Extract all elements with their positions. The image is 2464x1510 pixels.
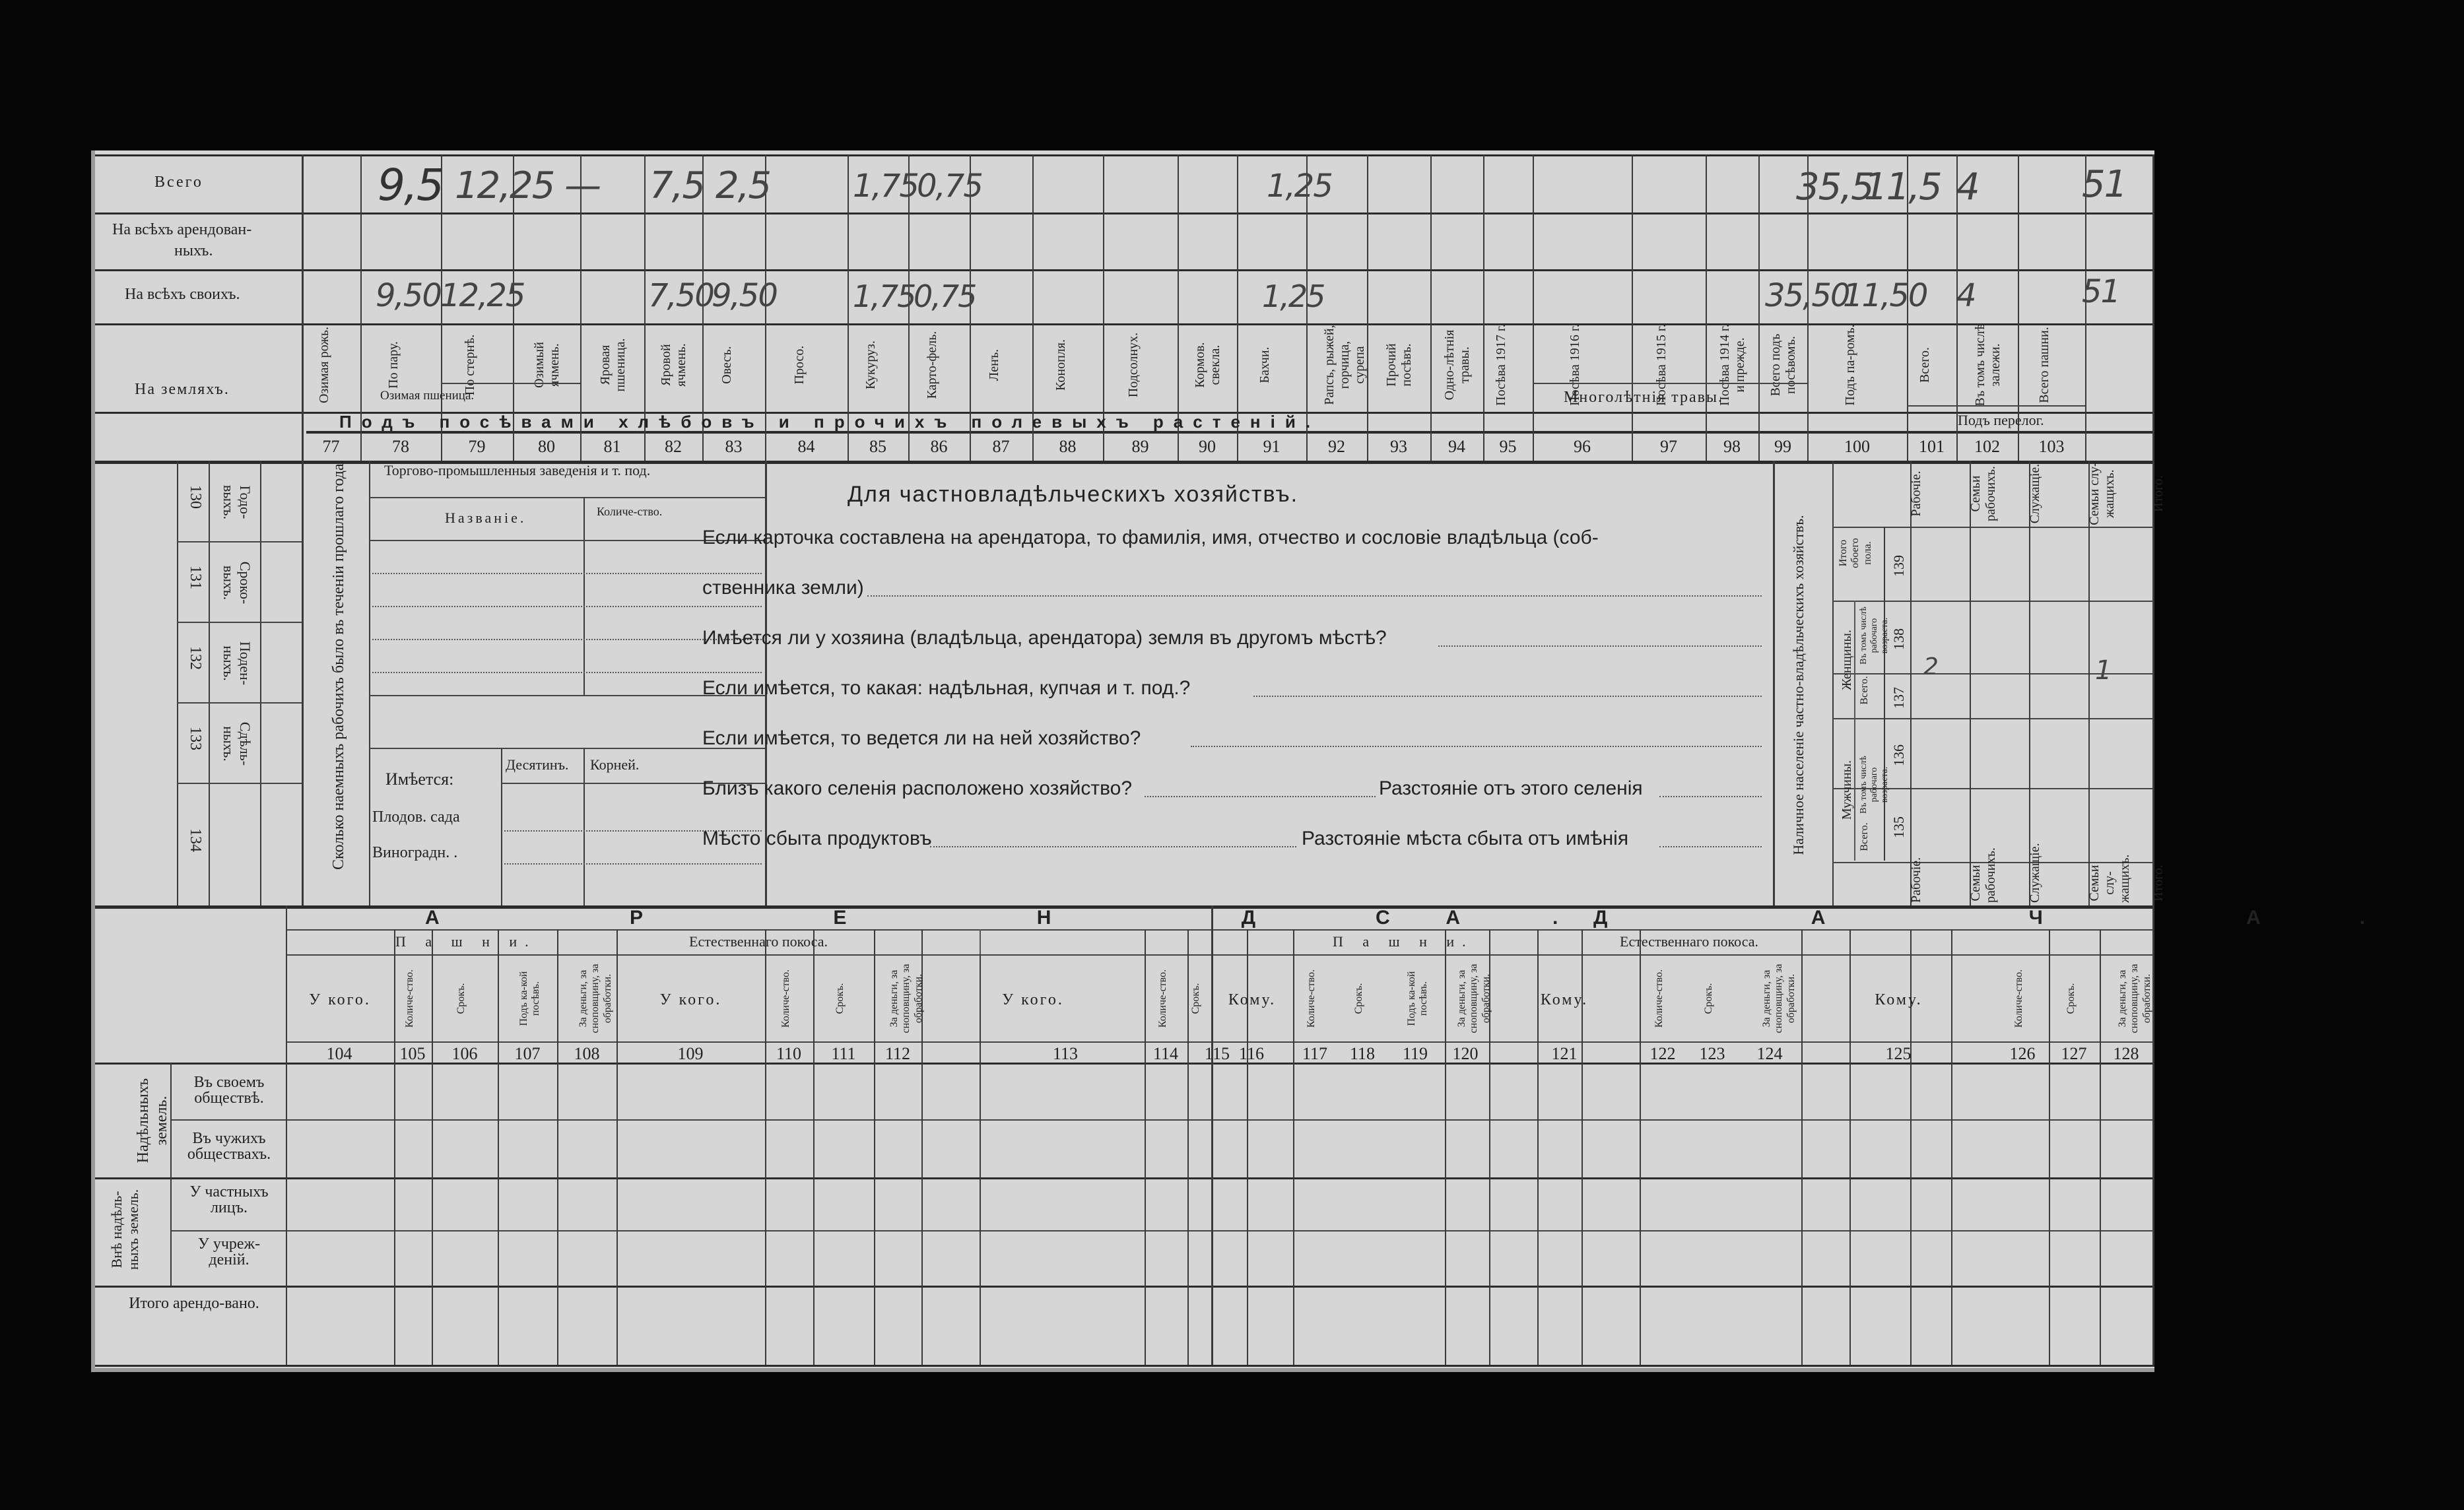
- bottom-col-head-24: За деньги, за сноповщину, за обработки.: [2117, 964, 2152, 1034]
- bottom-col-num-107: 107: [514, 1044, 541, 1063]
- col-num-85: 85: [869, 437, 886, 456]
- col-num-95: 95: [1499, 437, 1517, 456]
- bottom-col-num-108: 108: [574, 1044, 600, 1063]
- bottom-col-head-7: Срокъ.: [834, 983, 846, 1014]
- bottom-col-num-116: 116: [1238, 1044, 1265, 1063]
- bottom-col-head-15: Подъ ка-кой посѣвъ.: [1406, 971, 1430, 1026]
- hw-population-1: 1: [2095, 655, 2111, 686]
- col-label-90: Кормов. свекла.: [1193, 342, 1222, 388]
- question-village-distance: Разстояніе отъ этого селенія: [1379, 777, 1643, 799]
- bottom-col-num-106: 106: [451, 1044, 478, 1063]
- question-village: Близъ какого селенія расположено хозяйство?: [702, 777, 1133, 799]
- col-num-84: 84: [797, 437, 815, 456]
- bottom-col-num-110: 110: [776, 1044, 802, 1063]
- bottom-col-head-9: У кого.: [1002, 991, 1064, 1008]
- col-num-101: 101: [1919, 437, 1945, 456]
- col-num-98: 98: [1723, 437, 1741, 456]
- bottom-col-num-120: 120: [1452, 1044, 1479, 1063]
- col-num-80: 80: [538, 437, 555, 456]
- hw-svoih-perelog: 4: [1956, 277, 1976, 314]
- bottom-col-num-128: 128: [2113, 1044, 2139, 1063]
- hw-vsego-bahchi: 1,25: [1267, 168, 1332, 205]
- row-label-na-zemlyah: На земляхъ.: [135, 381, 230, 398]
- trade-name-header: Названіе.: [445, 509, 527, 526]
- row-nadelnyh: Надѣльныхъ земель.: [135, 1078, 170, 1164]
- question-owner-cont: ственника земли): [702, 577, 864, 599]
- col-num-99: 99: [1774, 437, 1791, 456]
- pop-col-top-0: Рабочіе.: [1909, 471, 1923, 517]
- hw-svoih-pshen: 12,25: [440, 277, 525, 314]
- plodov-sada-label: Плодов. сада: [372, 808, 460, 826]
- row-u-chastnyh: У частныхъ лицъ.: [189, 1183, 269, 1216]
- bottom-col-head-1: Количе-ство.: [403, 969, 415, 1028]
- col-num-100: 100: [1844, 437, 1870, 456]
- sdacha-pokosa: Естественнаго покоса.: [1620, 933, 1759, 950]
- col-num-89: 89: [1131, 437, 1149, 456]
- bottom-col-num-118: 118: [1349, 1044, 1376, 1063]
- bottom-col-head-22: Количе-ство.: [2013, 969, 2024, 1028]
- census-card: [91, 150, 2464, 1372]
- col-label-82: Яровой ячмень.: [659, 343, 688, 387]
- bottom-col-num-127: 127: [2061, 1044, 2087, 1063]
- col-num-97: 97: [1660, 437, 1677, 456]
- col-label-94: Одно-лѣтнія травы.: [1442, 329, 1472, 401]
- worker-col-num-134: 134: [187, 828, 204, 852]
- pop-row-men-vsego: Всего.: [1859, 822, 1870, 851]
- pop-num-135: 135: [1890, 816, 1907, 838]
- worker-col-label-131: Сроко-выхъ.: [220, 561, 253, 605]
- hw-vsego-yachmen: 7,5: [649, 164, 705, 207]
- workers-vertical-label: Сколько наемныхъ рабочихъ было въ теченіи прошлаго года.: [330, 459, 347, 870]
- question-farming: Если имѣется, то ведется ли на ней хозяйство?: [702, 727, 1141, 749]
- bottom-col-head-4: За деньги, за сноповщину, за обработки.: [578, 964, 613, 1034]
- desyatin-header: Десятинъ.: [506, 756, 569, 773]
- col-label-80: Озимый ячмень.: [532, 342, 562, 388]
- bottom-col-num-113: 113: [1052, 1044, 1079, 1063]
- bottom-col-head-12: Кому.: [1228, 991, 1277, 1008]
- bottom-col-num-126: 126: [2009, 1044, 2036, 1063]
- vinograd-label: Виноградн. .: [372, 844, 458, 861]
- question-market-distance: Разстояніе мѣста сбыта отъ имѣнія: [1302, 828, 1629, 849]
- bottom-col-head-17: Кому.: [1540, 991, 1589, 1008]
- bottom-col-num-109: 109: [677, 1044, 704, 1063]
- row-label-svoih: На всѣхъ своихъ.: [125, 286, 240, 303]
- population-vertical-label: Наличное населеніе частно-владѣльческихъ хозяйствъ.: [1790, 515, 1807, 855]
- trade-qty-header: Количе-ство.: [597, 505, 663, 518]
- hw-svoih-par: 11,50: [1843, 277, 1927, 314]
- col-label-86: Карто-фель.: [924, 331, 939, 399]
- bottom-col-num-104: 104: [326, 1044, 352, 1063]
- bottom-col-head-18: Количе-ство.: [1653, 969, 1665, 1028]
- hw-svoih-bahchi: 1,25: [1262, 279, 1325, 314]
- col-label-92: Рапсъ, рыжей, горчица, сурепа: [1322, 325, 1367, 405]
- col-label-91: Бахчи.: [1257, 346, 1272, 383]
- col-label-88: Конопля.: [1053, 339, 1068, 391]
- hw-vsego-kukuruz: 1,75: [853, 168, 918, 205]
- col-label-79: По стернѣ.: [462, 334, 477, 396]
- bottom-col-num-119: 119: [1402, 1044, 1428, 1063]
- bottom-col-head-21: Кому.: [1875, 991, 1923, 1008]
- hw-vsego-oves: 2,5: [716, 164, 771, 207]
- private-title: Для частновладѣльческихъ хозяйствъ.: [848, 482, 1299, 507]
- col-num-81: 81: [603, 437, 621, 456]
- col-label-89: Подсолнух.: [1125, 332, 1141, 398]
- bottom-col-num-122: 122: [1649, 1044, 1676, 1063]
- row-label-vsego: Всего: [154, 174, 203, 191]
- imeetsya-label: Имѣется:: [385, 770, 454, 789]
- bottom-col-head-0: У кого.: [309, 991, 371, 1008]
- hw-svoih-oves: 9,50: [712, 277, 777, 314]
- hw-vsego-pshen: 12,25 —: [455, 164, 601, 207]
- pop-col-bottom-2: Служащіе.: [2028, 843, 2042, 903]
- pop-col-bottom-0: Рабочіе.: [1909, 857, 1923, 903]
- hw-vsego-par: 11,5: [1864, 166, 1941, 209]
- col-label-96: Посѣва 1916 г.: [1568, 324, 1582, 406]
- col-num-86: 86: [930, 437, 948, 456]
- korney-header: Корней.: [590, 756, 640, 773]
- hw-vsego-rozh: 9,5: [378, 160, 443, 211]
- col-label-97: Посѣва 1915 г.: [1654, 324, 1669, 406]
- hw-vsego-itogo-posev: 35,5: [1796, 166, 1873, 209]
- pop-col-top-2: Служащіе.: [2028, 463, 2042, 524]
- pod-perelog-label: Подъ перелог.: [1958, 412, 2044, 428]
- col-num-103: 103: [2038, 437, 2065, 456]
- worker-col-num-133: 133: [187, 727, 204, 750]
- col-num-77: 77: [322, 437, 340, 456]
- col-label-100: Подъ па-ромъ.: [1842, 324, 1857, 406]
- col-label-95: Посѣва 1917 г.: [1493, 324, 1508, 406]
- worker-col-label-133: Сдѣль-ныхъ.: [220, 721, 253, 766]
- col-num-94: 94: [1448, 437, 1465, 456]
- col-num-91: 91: [1263, 437, 1281, 456]
- bottom-col-num-114: 114: [1152, 1044, 1179, 1063]
- pop-num-138: 138: [1890, 628, 1907, 650]
- col-num-96: 96: [1574, 437, 1591, 456]
- bottom-col-num-112: 112: [884, 1044, 911, 1063]
- hw-population-2: 2: [1923, 653, 1937, 680]
- pop-row-itogo: Итого обоего пола.: [1838, 538, 1873, 568]
- question-owner: Если карточка составлена на арендатора, то фамилія, имя, отчество и сословіе владѣльца (соб-: [702, 527, 1599, 548]
- pop-row-zhenshchiny: Женщины.: [1840, 630, 1854, 690]
- bottom-col-num-123: 123: [1699, 1044, 1725, 1063]
- worker-col-num-130: 130: [187, 485, 204, 509]
- bottom-col-head-23: Срокъ.: [2065, 983, 2077, 1014]
- row-itogo-arendovano: Итого арендо-вано.: [129, 1295, 259, 1312]
- col-num-79: 79: [468, 437, 486, 456]
- trade-header: Торгово-промышленныя заведенія и т. под.: [384, 462, 651, 478]
- bottom-col-num-125: 125: [1885, 1044, 1912, 1063]
- col-label-98: Посѣва 1914 г. и прежде.: [1717, 324, 1747, 406]
- bottom-col-num-121: 121: [1551, 1044, 1578, 1063]
- col-num-87: 87: [992, 437, 1010, 456]
- bottom-col-num-111: 111: [831, 1044, 856, 1063]
- pop-col-bottom-3: Семьи слу-жащихъ.: [2087, 854, 2132, 903]
- bottom-col-head-13: Количе-ство.: [1305, 969, 1317, 1028]
- worker-col-label-130: Годо-выхъ.: [220, 484, 253, 520]
- col-label-101: Всего.: [1917, 346, 1932, 383]
- col-num-83: 83: [725, 437, 743, 456]
- col-label-103: Всего пашни.: [2037, 327, 2051, 403]
- hw-vsego-kartofel: 0,75: [917, 168, 982, 205]
- col-num-82: 82: [665, 437, 682, 456]
- col-label-84: Просо.: [791, 345, 807, 385]
- col-num-90: 90: [1199, 437, 1216, 456]
- pop-col-top-3: Семьи слу-жащихъ.: [2087, 462, 2117, 525]
- bottom-col-num-115: 115: [1204, 1044, 1230, 1063]
- col-label-83: Овесъ.: [719, 346, 734, 384]
- hw-svoih-rozh: 9,50: [376, 277, 441, 314]
- row-label-arendovannyh-2: ныхъ.: [174, 242, 213, 259]
- pop-col-top-1: Семьи рабочихъ.: [1968, 466, 1998, 521]
- pop-num-137: 137: [1890, 687, 1907, 709]
- col-num-102: 102: [1974, 437, 2000, 456]
- pop-col-top-4: Итого.: [2151, 475, 2166, 512]
- row-label-arendovannyh: На всѣхъ арендован-: [112, 221, 252, 238]
- col-label-99: Всего подъ посѣвомъ.: [1768, 333, 1798, 397]
- row-v-svoem: Въ своемъ обществѣ.: [193, 1074, 265, 1107]
- bottom-col-num-117: 117: [1302, 1044, 1328, 1063]
- col-num-93: 93: [1390, 437, 1407, 456]
- pop-col-bottom-1: Семьи рабочихъ.: [1968, 847, 1998, 903]
- bottom-col-head-2: Срокъ.: [455, 983, 467, 1014]
- arenda-header: А Р Е Н Д А.: [425, 907, 1651, 929]
- hw-vsego-perelog: 4: [1956, 166, 1979, 209]
- pop-col-bottom-4: Итого.: [2151, 865, 2166, 902]
- col-num-88: 88: [1059, 437, 1077, 456]
- question-market: Мѣсто сбыта продуктовъ: [702, 828, 932, 849]
- ozimaya-pshenitsa-label: Озимая пшеница.: [380, 389, 475, 403]
- hw-svoih-kukuruz: 1,75: [853, 279, 916, 314]
- col-num-78: 78: [392, 437, 409, 456]
- worker-col-num-132: 132: [187, 646, 204, 670]
- pop-num-136: 136: [1890, 744, 1907, 766]
- col-label-77: Озимая рожь.: [316, 326, 331, 404]
- hw-svoih-itogo-posev: 35,50: [1765, 277, 1849, 314]
- hw-svoih-yachmen: 7,50: [648, 277, 714, 314]
- bottom-col-head-20: За деньги, за сноповщину, за обработки.: [1760, 964, 1797, 1034]
- row-vne: Внѣ надѣль-ныхъ земель.: [108, 1189, 142, 1270]
- sdacha-pashni: П а ш н и.: [1333, 933, 1474, 950]
- col-num-92: 92: [1328, 437, 1345, 456]
- col-label-93: Прочий посѣвъ.: [1384, 343, 1414, 387]
- arenda-pashni: П а ш н и.: [395, 933, 537, 950]
- bottom-col-head-14: Срокъ.: [1353, 983, 1364, 1014]
- bottom-col-head-8: За деньги, за сноповщину, за обработки.: [888, 964, 924, 1034]
- bottom-col-head-6: Количе-ство.: [780, 969, 791, 1028]
- col-label-87: Ленъ.: [986, 348, 1001, 381]
- hw-vsego-pashni: 51: [2082, 163, 2127, 206]
- bottom-col-head-5: У кого.: [659, 991, 722, 1008]
- bottom-col-head-10: Количе-ство.: [1156, 969, 1168, 1028]
- question-land-type: Если имѣется, то какая: надѣльная, купчая и т. под.?: [702, 677, 1191, 699]
- worker-col-label-132: Поден-ныхъ.: [220, 641, 253, 686]
- mnogoletnie-travy-label: Многолѣтнія травы.: [1564, 389, 1724, 406]
- question-other-land: Имѣется ли у хозяина (владѣльца, арендатора) земля въ другомъ мѣстѣ?: [702, 627, 1387, 649]
- hw-svoih-kartofel: 0,75: [914, 279, 976, 314]
- hw-svoih-pashni: 51: [2082, 273, 2120, 310]
- row-v-chuzhih: Въ чужихъ обществахъ.: [187, 1130, 271, 1163]
- bottom-col-num-105: 105: [399, 1044, 426, 1063]
- worker-col-num-131: 131: [187, 566, 204, 589]
- col-label-81: Яровая пшеница.: [597, 338, 628, 392]
- col-label-85: Кукуруз.: [863, 341, 878, 389]
- pop-row-women-working: Въ томъ числѣ рабочаго возраста.: [1859, 607, 1890, 665]
- bottom-col-head-3: Подъ ка-кой посѣвъ.: [518, 971, 542, 1026]
- bottom-col-head-19: Срокъ.: [1703, 983, 1714, 1014]
- banner-pod-posevami: Подъ посѣвами хлѣбовъ и прочихъ полевыхъ растеній.: [339, 412, 1321, 432]
- bottom-col-head-11: Срокъ.: [1190, 983, 1201, 1014]
- pop-num-139: 139: [1890, 555, 1907, 577]
- row-u-uchrezh: У учреж-деній.: [197, 1235, 261, 1268]
- bottom-col-head-16: За деньги, за сноповщину, за обработки.: [1456, 964, 1492, 1034]
- bottom-col-num-124: 124: [1756, 1044, 1783, 1063]
- sdacha-header: С Д А Ч А.: [1376, 907, 2464, 929]
- pop-row-muzhchiny: Мужчины.: [1840, 760, 1854, 820]
- arenda-pokosa: Естественнаго покоса.: [689, 933, 828, 950]
- pop-row-men-working: Въ томъ числѣ рабочаго возраста.: [1859, 756, 1890, 814]
- col-label-102: Въ томъ числѣ залежи.: [1972, 323, 2003, 407]
- pop-row-women-vsego: Всего.: [1859, 676, 1870, 705]
- col-label-78: По пару.: [386, 341, 401, 389]
